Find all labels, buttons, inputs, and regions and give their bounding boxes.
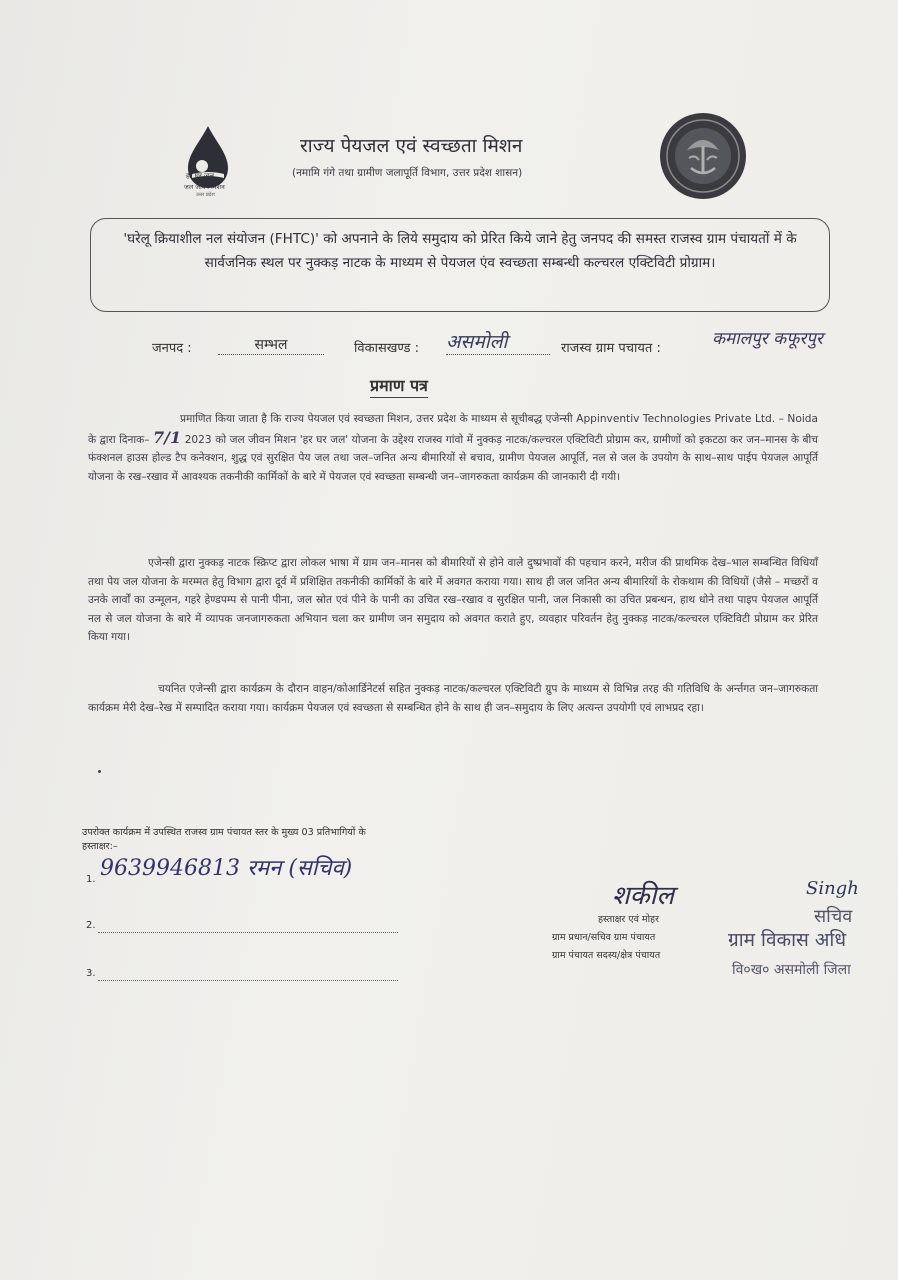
paragraph-1 xyxy=(88,410,818,486)
program-description-box xyxy=(90,218,830,312)
logo-caption-2: जल जीवन मिशन xyxy=(184,183,225,191)
participant-3-number: 3. xyxy=(86,968,96,979)
block-value: असमोली xyxy=(446,328,550,355)
panchayat-value: कमालपुर कफूरपुर xyxy=(712,329,823,349)
pradhan-signature: शकील xyxy=(612,881,675,911)
participant-1-value: 9639946813 रमन (सचिव) xyxy=(100,856,353,881)
participants-label-line1: उपरोक्त कार्यक्रम में उपस्थित राजस्व ग्राम पंचायत स्तर के मुख्य 03 प्रतिभागियों के xyxy=(82,827,366,838)
secretary-stamp: सचिव xyxy=(814,906,853,927)
program-year: 2023 xyxy=(184,433,212,446)
role-line-2: ग्राम पंचायत सदस्य/क्षेत्र पंचायत xyxy=(552,950,661,961)
block-label: विकासखण्ड : xyxy=(354,341,420,356)
stray-mark xyxy=(98,770,101,773)
participants-label-line2: हस्ताक्षर:– xyxy=(82,841,118,852)
district-value: सम्भल xyxy=(218,335,324,355)
certificate-title: प्रमाण पत्र xyxy=(370,374,428,398)
paragraph-3-text: चयनित एजेन्सी द्वारा कार्यक्रम के दौरान वाहन/कोआर्डिनेटर्स सहित नुक्कड़ नाटक/कल्चरल एक्टिविटी ग्रुप के माध्यम से विभिन्न तरह की गतिविधि के अर्न्तगत जन–जागरुकता कार्यक्रम मेरी देख–रेख में सम्पादित कराया गया। कार्यक्रम पेयजल एवं स्वच्छता से सम्बन्धित होने के साथ ही जन–समुदाय के लिए अत्यन्त उपयोगी एवं लाभप्रद रहा। xyxy=(88,683,818,714)
role-line-1: ग्राम प्रधान/सचिव ग्राम पंचायत xyxy=(552,932,656,943)
participant-2-line xyxy=(98,932,398,933)
district-label: जनपद : xyxy=(152,341,192,356)
participants-label xyxy=(82,826,502,854)
secretary-signature: Singh xyxy=(806,878,859,899)
program-description-text: 'घरेलू क्रियाशील नल संयोजन (FHTC)' को अपनाने के लिये समुदाय को प्रेरित किये जाने हेतु जनपद की समस्त राजस्व ग्राम पंचायतों में के सार्वजनिक स्थल पर नुक्कड़ नाटक के माध्यम से पेयजल एंव स्वच्छता सम्बन्धी कल्चरल एक्टिविटी प्रोग्राम। xyxy=(123,231,797,271)
participant-3-line xyxy=(98,980,398,981)
official-stamp-line-2: वि०ख० असमोली जिला xyxy=(732,962,851,978)
paragraph-2-text: एजेन्सी द्वारा नुक्कड़ नाटक स्क्रिप्ट द्वारा लोकल भाषा में ग्राम जन–मानस को बीमारियों से होने वाले दुष्प्रभावों की पहचान करने, मरीज की प्राथमिक देख–भाल सम्बन्धित विधियाँ तथा पेय जल योजना के मरम्मत हेतु विभाग द्वारा दूर्व में प्रशिक्षित तकनीकी कार्मिकों के बारे में अवगत कराया गया। साथ ही जल जनित अन्य बीमारियों के रोकथाम की विधियों (जैसे – मच्छरों व उनके लार्वों का उन्मूलन, गहरे हेण्डपम्प से पानी पीना, जल स्रोत एवं पीने के पानी का उचित रख–रखाव व सुरक्षित पानी, जल निकासी का उचित प्रबन्धन, हाथ धोने तथा पाइप पेयजल आपूर्ति नल से जल योजना के बारे में व्यापक जनजागरुकता अभियान चला कर ग्रामीण जन समुदाय को अवगत कराते हुए, व्यवहार परिवर्तन हेतु नुक्कड़ नाटक/कल्चरल एक्टिविटी प्रोग्राम कर प्रेरित किया गया। xyxy=(88,557,818,644)
official-stamp-line-1: ग्राम विकास अधि xyxy=(728,929,847,951)
paragraph-1-part-b: को जल जीवन मिशन 'हर घर जल' योजना के उद्देश्य राजस्व गांवो में नुक्कड़ नाटक/कल्चरल एक्टिविटी प्रोग्राम कर, ग्रामीणों को इकटठा कर जन–मानस के बीच फंक्शनल हाउस होल्ड टैप कनेक्शन, शुद्ध एवं सुरक्षित पेय जल तथा जल–जनित अन्य बीमारियों से बचाव, ग्रामीण पेयजल आपूर्ति, नल से जल के उपयोग के साथ–साथ पाईप पेयजल आपूर्ति योजना के रख–रखाव में आवश्यक तकनीकी कार्मिकों के बारे में पेयजल एवं स्वच्छता सम्बन्धी जन–जागरुकता कार्यक्रम की जानकारी दी गयी। xyxy=(88,433,819,483)
mission-subtitle: (नमामि गंगे तथा ग्रामीण जलापूर्ति विभाग, उत्तर प्रदेश शासन) xyxy=(292,167,523,179)
paragraph-2 xyxy=(88,554,818,647)
mission-title: राज्य पेयजल एवं स्वच्छता मिशन xyxy=(300,135,523,157)
participant-1-number: 1. xyxy=(86,874,96,885)
uttar-pradesh-emblem xyxy=(657,110,749,202)
sign-and-seal-label: हस्ताक्षर एवं मोहर xyxy=(598,914,659,925)
paragraph-1-part-a: प्रमाणित किया जाता है कि राज्य पेयजल एवं स्वच्छता मिशन, उत्तर प्रदेश के माध्यम से सूचीबद्ध एजेन्सी Appinventiv Technologies Private Ltd. – Noida के द्वारा दिनाक– xyxy=(88,413,818,446)
program-date: 7/1 xyxy=(153,427,182,447)
panchayat-label: राजस्व ग्राम पचायत : xyxy=(561,341,661,356)
paragraph-3 xyxy=(88,680,818,717)
logo-caption-3: उत्तर प्रदेश xyxy=(196,192,215,198)
participant-2-number: 2. xyxy=(86,920,96,931)
logo-caption-1: हर घर जल xyxy=(186,172,214,180)
